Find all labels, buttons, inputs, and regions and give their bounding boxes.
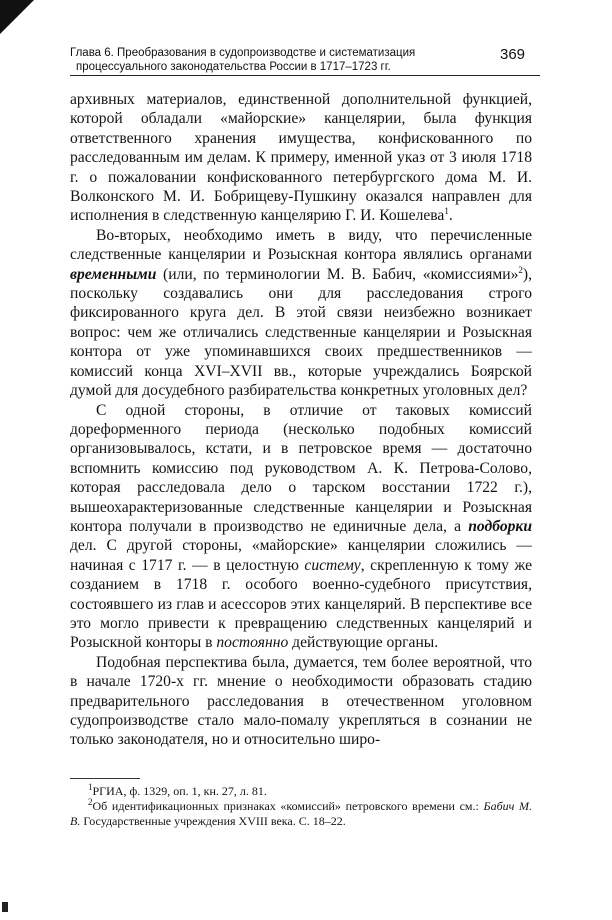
paragraph-3 <box>70 401 532 653</box>
paragraph-3-part-c: , скрепленную к тому же созданием в 1718 г. особого военно-судебного присутствия, состоявшего из глав и асессоров этих канцелярий. В перспективе все это могло привести к превращению следственных канцелярий и Розыскной конторы в <box>70 556 533 652</box>
scan-mark <box>2 902 8 912</box>
paragraph-2 <box>70 226 532 401</box>
header-title-line1: Глава 6. Преобразования в судопроизводстве и систематизация <box>70 47 416 59</box>
paragraph-4-text: Подобная перспектива была, думается, тем более вероятной, что в начале 1720-х гг. мнение о необходимости образовать стадию предварительного расследования в отечественном уголовном судопроизводстве стало мало-помалу укрепляться в сознании не только законодателя, но и относительно широ- <box>70 653 532 749</box>
footnote-2-author: Бабич М. В. <box>70 799 532 828</box>
paragraph-2-part-a: Во-вторых, необходимо иметь в виду, что перечисленные следственные канцелярии и Розыскная контора являлись органами <box>70 226 532 264</box>
footnote-1-text: РГИА, ф. 1329, оп. 1, кн. 27, л. 81. <box>92 784 267 798</box>
paragraph-1-text: архивных материалов, единственной дополнительной функцией, которой обладали «майорские» канцелярии, была функция ответственного хранения имущества, конфискованного по расследованным им делам. К примеру, именной указ от 3 июля 1718 г. о пожаловании конфискованного петербургского дома М. И. Волконского М. И. Бобрищеву-Пушкину оказался направлен для исполнения в следственную канцелярию Г. И. Кошелева <box>70 91 532 225</box>
footnotes <box>70 784 532 829</box>
footnote-rule <box>70 778 140 779</box>
paragraph-1-end: . <box>448 207 453 225</box>
paragraph-2-part-b: (или, по терминологии М. В. Бабич, «комиссиями» <box>156 265 519 283</box>
running-header <box>70 46 540 74</box>
footnote-2-text-b: Государственные учреждения XVIII века. С. 18–22. <box>80 814 346 828</box>
paragraph-2-emphasis: временными <box>70 265 157 283</box>
footnote-ref-2: 2 <box>518 264 523 275</box>
header-rule <box>70 75 540 76</box>
footnote-2-number: 2 <box>88 797 93 807</box>
paragraph-3-part-a: С одной стороны, в отличие от таковых комиссий дореформенного периода (несколько подобных комиссий организовывалось, кстати, и в петровское время — достаточно вспомнить комиссию под руководством А. К. Петрова-Солово, которая расследовала дело о тарском восстании 1722 г.), вышеохарактеризованные следственные канцелярии и Розыскная контора получали в производство не единичные дела, а <box>70 401 532 535</box>
footnote-2-text-a: Об идентификационных признаках «комиссий» петровского времени см.: <box>92 799 484 813</box>
footnote-1 <box>70 784 532 799</box>
main-text <box>70 90 532 750</box>
footnote-2 <box>70 799 532 829</box>
paragraph-3-part-d: действующие органы. <box>288 634 439 652</box>
paragraph-3-emphasis-3: постоянно <box>216 634 289 652</box>
paragraph-4 <box>70 653 532 750</box>
header-title-line2: процессуального законодательства России в 1717–1723 гг. <box>76 61 391 73</box>
paragraph-3-emphasis-1: подборки <box>468 517 532 535</box>
paragraph-1 <box>70 90 532 226</box>
footnote-1-number: 1 <box>88 782 93 792</box>
paragraph-2-part-c: ), поскольку создавались они для расследования строго фиксированного круга дел. В этой связи неизбежно возникает вопрос: чем же отличались следственные канцелярии и Розыскная контора от уже упоминавшихся своих предшественников — комиссий конца XVI–XVII вв., которые учреждались Боярской думой для досудебного разбирательства конкретных уголовных дел? <box>70 265 532 400</box>
corner-mark <box>0 0 34 34</box>
paragraph-3-emphasis-2: систему <box>304 556 361 574</box>
footnote-ref-1: 1 <box>444 206 449 217</box>
paragraph-3-part-b: дел. С другой стороны, «майорские» канцелярии сложились — начиная с 1717 г. — в целостную <box>70 537 532 574</box>
page-number: 369 <box>500 46 526 63</box>
